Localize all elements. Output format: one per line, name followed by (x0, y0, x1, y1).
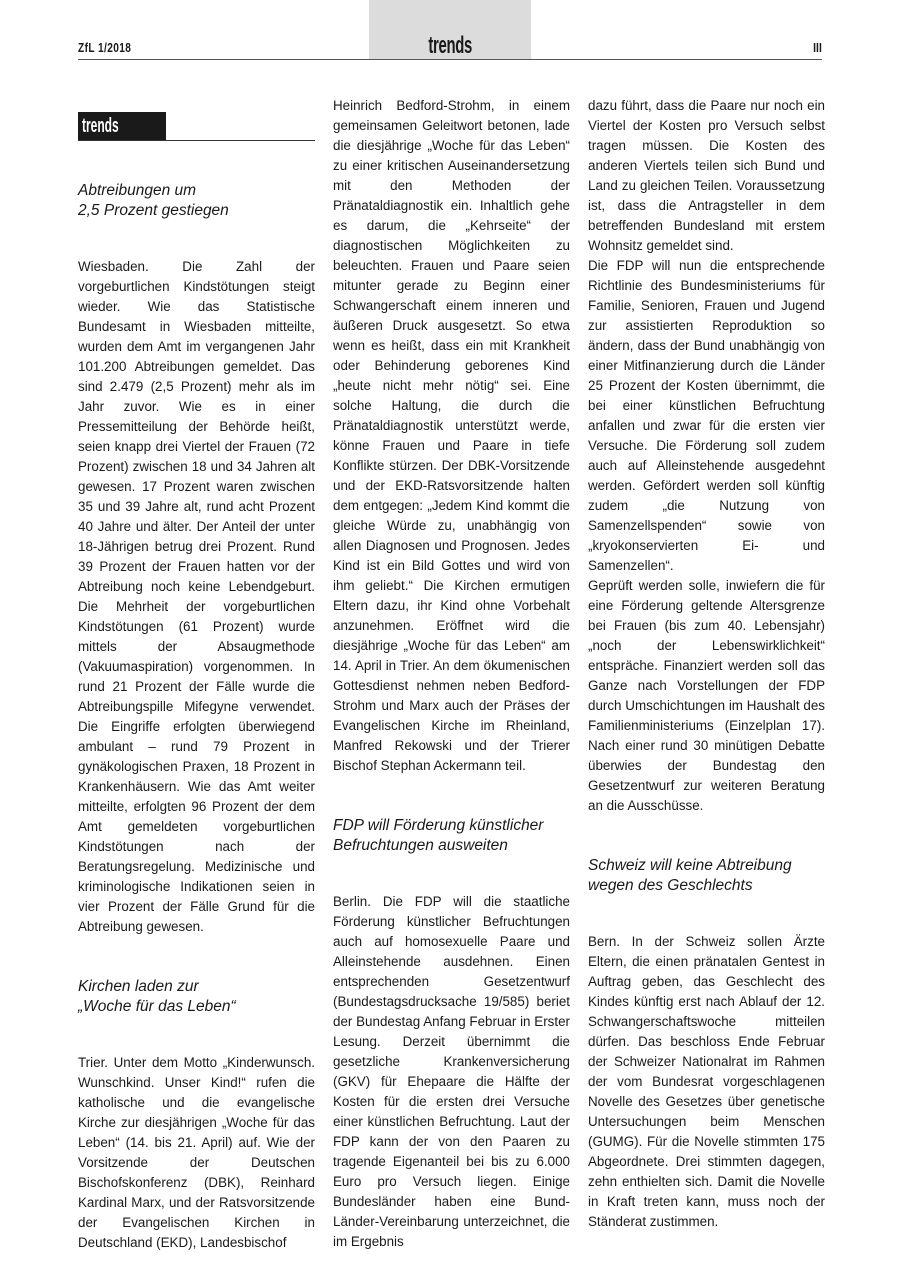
article-3-title-line2: Befruchtungen ausweiten (333, 837, 508, 854)
article-4-title-line2: wegen des Geschlechts (588, 877, 753, 894)
section-label-box (78, 112, 166, 140)
article-3-body-paragraph2: Die FDP will nun die entsprechende Richtlinie des Bundesministeriums für Familie, Senioren, Frauen und Jugend zur assistierten Reproduktion so ändern, dass der Bund unabhängig von einer Mitfinanzierung durch die Länder 25 Prozent der Kosten übernimmt, die bei einer künstlichen Befruchtung anfallen und zwar für die ersten vier Versuche. Die Förderung soll zudem auch auf Alleinstehende ausgedehnt werden. Gefördert werden soll künftig zudem „die Nutzung von Samenzellspenden“ sowie von „kryokonservierten Ei- und Samenzellen“. (588, 258, 825, 573)
header-rule (78, 59, 822, 60)
article-1-title-line2: 2,5 Prozent gestiegen (78, 202, 229, 219)
article-3-body-paragraph3: Geprüft werden solle, inwiefern die für eine Förderung geltende Altersgrenze bei Frauen (bis zum 40. Lebensjahr) „noch der Lebenswirklichkeit“ entspräche. Finanziert werden soll das Ganze nach Vorstellungen der FDP durch Umschichtungen im Haushalt des Familienministeriums (Einzelplan 17). Nach einer rund 30 minütigen Debatte überwies der Bundestag den Gesetzentwurf zur weiteren Beratung an die Ausschüsse. (588, 578, 825, 813)
article-4-title (588, 856, 825, 896)
article-2-title (78, 977, 315, 1017)
running-section-title-text: trends (428, 32, 472, 59)
article-2-title-line1: Kirchen laden zur (78, 978, 199, 995)
section-label-text: trends (82, 115, 119, 137)
article-3-title-line1: FDP will Förderung künstlicher (333, 817, 544, 834)
article-2-body-part2: Heinrich Bedford-Strohm, in einem gemeinsamen Geleitwort betonen, lade die diesjährige „Woche für das Leben“ zu einer kritischen Auseinandersetzung mit den Methoden der Pränataldiagnostik ein. Inhaltlich gehe es darum, die „Kehrseite“ der diagnostischen Möglichkeiten zu beleuchten. Frauen und Paare seien mitunter gerade zu Beginn einer Schwangerschaft einem inneren und äußeren Druck ausgesetzt. So etwa wenn es heißt, dass ein mit Krankheit oder Behinderung geborenes Kind „heute nicht mehr nötig“ sei. Eine solche Haltung, die durch die Pränataldiagnostik unterstützt werde, könne Frauen und Paare in tiefe Konflikte stürzen. Der DBK-Vorsitzende und der EKD-Ratsvorsitzende halten dem entgegen: „Jedem Kind kommt die gleiche Würde zu, unabhängig von allen Diagnosen und Prognosen. Jedes Kind ist ein Bild Gottes und wird von ihm geliebt.“ Die Kirchen ermutigen Eltern dazu, ihr Kind ohne Vorbehalt anzunehmen. Eröffnet wird die diesjährige „Woche für das Leben“ am 14. April in Trier. An dem ökumenischen Gottesdienst nehmen neben Bedford-Strohm und Marx auch der Präses der Evangelischen Kirche im Rheinland, Manfred Rekowski und der Trierer Bischof Stephan Ackermann teil. (333, 98, 570, 773)
journal-issue-label: ZfL 1/2018 (78, 40, 132, 55)
article-2-body-part1: Trier. Unter dem Motto „Kinderwunsch. Wunschkind. Unser Kind!“ rufen die katholische und die evangelische Kirche zur diesjährigen „Woche für das Leben“ (14. bis 21. April) auf. Wie der Vorsitzende der Deutschen Bischofskonferenz (DBK), Reinhard Kardinal Marx, und der Ratsvorsitzende der Evangelischen Kirchen in Deutschland (EKD), Landesbischof (78, 1055, 315, 1250)
article-1-body: Wiesbaden. Die Zahl der vorgeburtlichen Kindstötungen steigt wieder. Wie das Statistische Bundesamt in Wiesbaden mitteilte, wurden dem Amt im vergangenen Jahr 101.200 Abtreibungen gemeldet. Das sind 2.479 (2,5 Prozent) mehr als im Jahr zuvor. Wie es in einer Pressemitteilung der Behörde heißt, seien knapp drei Viertel der Frauen (72 Prozent) zwischen 18 und 34 Jahren alt gewesen. 17 Prozent waren zwischen 35 und 39 Jahre alt, rund acht Prozent 40 Jahre und älter. Der Anteil der unter 18-Jährigen betrug drei Prozent. Rund 39 Prozent der Frauen hatten vor der Abtreibung noch keine Lebendgeburt. Die Mehrheit der vorgeburtlichen Kindstötungen (61 Prozent) wurde mittels der Absaugmethode (Vakuumaspiration) vorgenommen. In rund 21 Prozent der Fälle wurde die Abtreibungspille Mifegyne verwendet. Die Eingriffe erfolgten überwiegend ambulant – rund 79 Prozent in gynäkologischen Praxen, 18 Prozent in Krankenhäusern. Wie das Amt weiter mitteilte, erfolgten 96 Prozent der dem Amt gemeldeten vorgeburtlichen Kindstötungen nach der Beratungsregelung. Medizinische und kriminologische Indikationen seien in vier Prozent der Fälle Grund für die Abtreibung gewesen. (78, 259, 315, 934)
article-2-title-line2: „Woche für das Leben“ (78, 998, 236, 1015)
article-1-title (78, 181, 315, 221)
section-label (78, 104, 315, 141)
article-1-title-line1: Abtreibungen um (78, 182, 197, 199)
page-number: III (813, 40, 822, 55)
article-3-body-part1: Berlin. Die FDP will die staatliche Förderung künstlicher Befruchtungen auch auf homosexuelle Paare und Alleinstehende ausdehnen. Einen entsprechenden Gesetzentwurf (Bundestagsdrucksache 19/585) beriet der Bundestag Anfang Februar in Erster Lesung. Derzeit übernimmt die gesetzliche Krankenversicherung (GKV) für Ehepaare die Hälfte der Kosten für die ersten drei Versuche einer künstlichen Befruchtung. Laut der FDP kann der von den Paaren zu tragende Eigenanteil bei bis zu 6.000 Euro pro Versuch liegen. Einige Bundesländer haben eine Bund-Länder-Vereinbarung unterzeichnet, die im Ergebnis (333, 894, 570, 1249)
article-3-body-part2: dazu führt, dass die Paare nur noch ein Viertel der Kosten pro Versuch selbst tragen müssen. Die Kosten des anderen Viertels teilen sich Bund und Land zu gleichen Teilen. Voraussetzung ist, dass die Antragsteller in dem betreffenden Bundesland mit erstem Wohnsitz gemeldet sind. (588, 98, 825, 253)
column-2 (333, 96, 570, 1252)
running-section-title (369, 32, 531, 60)
column-1 (78, 96, 315, 1253)
article-4-title-line1: Schweiz will keine Abtreibung (588, 857, 792, 874)
article-4-body: Bern. In der Schweiz sollen Ärzte Eltern, die einen pränatalen Gentest in Auftrag geben, das Geschlecht des Kindes künftig erst nach Ablauf der 12. Schwangerschaftswoche mitteilen dürfen. Das beschloss Ende Februar der Schweizer Nationalrat im Rahmen der vom Bundesrat vorgeschlagenen Novelle des Gesetzes über genetische Untersuchungen beim Menschen (GUMG). Für die Novelle stimmten 175 Abgeordnete. Drei stimmten dagegen, zehn enthielten sich. Damit die Novelle in Kraft treten kann, muss noch der Ständerat zustimmen. (588, 934, 825, 1229)
article-3-title (333, 816, 570, 856)
column-3 (588, 96, 825, 1232)
